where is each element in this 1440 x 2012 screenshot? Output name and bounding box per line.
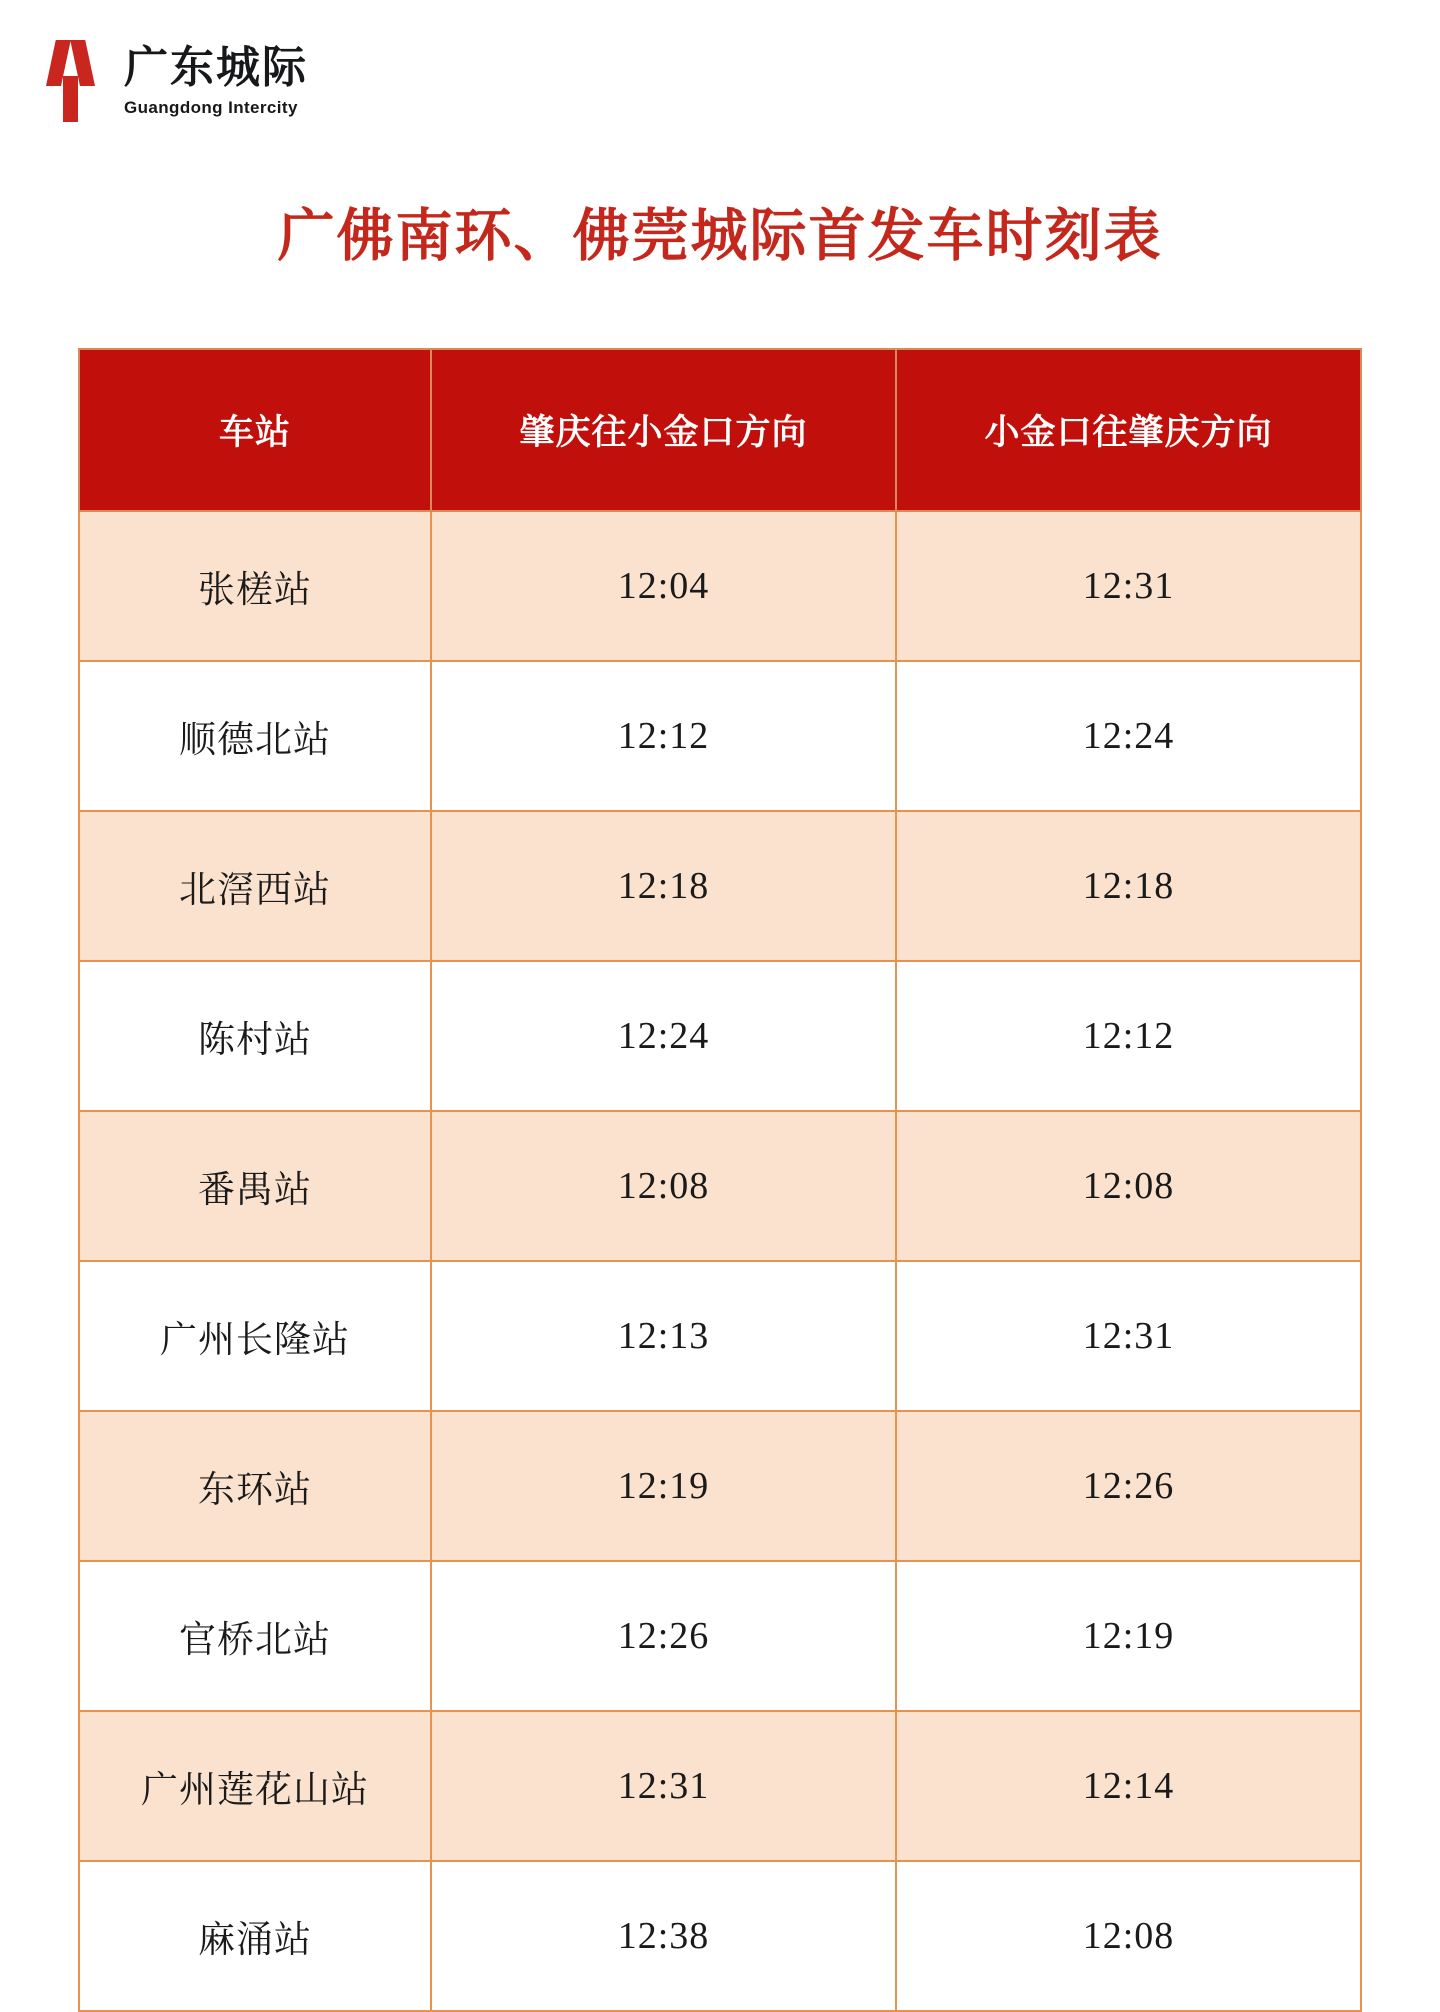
cell-direction-1-time: 12:13: [431, 1261, 896, 1411]
cell-direction-1-time: 12:19: [431, 1411, 896, 1561]
cell-direction-2-time: 12:31: [896, 1261, 1361, 1411]
cell-direction-2-time: 12:08: [896, 1861, 1361, 2011]
column-header-direction-2: 小金口往肇庆方向: [896, 349, 1361, 511]
table-row: [79, 961, 1361, 1111]
table-row: [79, 1261, 1361, 1411]
cell-direction-2-time: 12:08: [896, 1111, 1361, 1261]
table-row: [79, 811, 1361, 961]
cell-direction-1-time: 12:24: [431, 961, 896, 1111]
guangdong-intercity-logo-icon: [44, 40, 106, 122]
cell-station: 番禺站: [79, 1111, 431, 1261]
cell-station: 麻涌站: [79, 1861, 431, 2011]
cell-direction-2-time: 12:19: [896, 1561, 1361, 1711]
page-title: 广佛南环、佛莞城际首发车时刻表: [277, 203, 1163, 269]
table-row: [79, 1861, 1361, 2011]
column-header-station: 车站: [79, 349, 431, 511]
cell-direction-2-time: 12:24: [896, 661, 1361, 811]
brand-header: [44, 40, 308, 122]
table-header-row: [79, 349, 1361, 511]
cell-station: 陈村站: [79, 961, 431, 1111]
cell-direction-1-time: 12:38: [431, 1861, 896, 2011]
timetable-container: [78, 348, 1360, 2012]
cell-direction-2-time: 12:31: [896, 511, 1361, 661]
cell-station: 官桥北站: [79, 1561, 431, 1711]
cell-direction-1-time: 12:12: [431, 661, 896, 811]
column-header-direction-1: 肇庆往小金口方向: [431, 349, 896, 511]
cell-station: 广州莲花山站: [79, 1711, 431, 1861]
cell-direction-1-time: 12:18: [431, 811, 896, 961]
cell-station: 东环站: [79, 1411, 431, 1561]
cell-station: 北滘西站: [79, 811, 431, 961]
table-row: [79, 1411, 1361, 1561]
cell-direction-2-time: 12:18: [896, 811, 1361, 961]
table-row: [79, 661, 1361, 811]
cell-direction-2-time: 12:12: [896, 961, 1361, 1111]
table-row: [79, 511, 1361, 661]
brand-name-cn: 广东城际: [124, 42, 308, 93]
table-row: [79, 1561, 1361, 1711]
cell-direction-1-time: 12:08: [431, 1111, 896, 1261]
timetable: [78, 348, 1362, 2012]
table-row: [79, 1111, 1361, 1261]
brand-text: [124, 42, 308, 117]
cell-direction-1-time: 12:26: [431, 1561, 896, 1711]
timetable-body: [79, 511, 1361, 2011]
cell-station: 顺德北站: [79, 661, 431, 811]
cell-direction-2-time: 12:14: [896, 1711, 1361, 1861]
brand-name-en: Guangdong Intercity: [124, 98, 298, 117]
table-row: [79, 1711, 1361, 1861]
cell-station: 张槎站: [79, 511, 431, 661]
cell-direction-2-time: 12:26: [896, 1411, 1361, 1561]
cell-direction-1-time: 12:31: [431, 1711, 896, 1861]
cell-direction-1-time: 12:04: [431, 511, 896, 661]
cell-station: 广州长隆站: [79, 1261, 431, 1411]
